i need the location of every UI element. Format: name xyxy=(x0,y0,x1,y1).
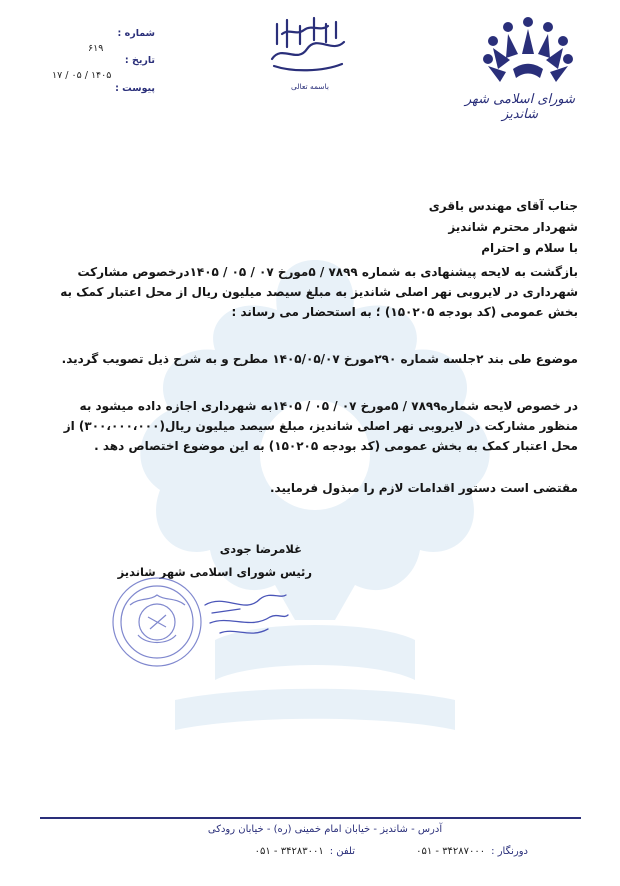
council-logo-text: شورای اسلامی شهر شاندیز xyxy=(464,92,576,122)
number-value: ۶۱۹ xyxy=(88,43,104,54)
footer-contacts xyxy=(60,846,590,862)
recipient-name: جناب آقای مهندس باقری xyxy=(428,199,578,213)
attachment-label: پیوست : xyxy=(115,83,155,94)
paragraph-closing xyxy=(44,478,578,498)
signatory-name: غلامرضا جودی xyxy=(219,542,302,556)
number-row xyxy=(60,28,155,43)
date-label: تاریخ : xyxy=(124,55,155,66)
fax-value: ۳۴۲۸۷۰۰۰ - ۰۵۱ xyxy=(416,846,486,857)
calligraphy-emblem-icon xyxy=(262,14,352,74)
handwritten-signature xyxy=(200,585,290,645)
date-value-row xyxy=(52,70,155,83)
official-stamp-icon xyxy=(110,575,205,670)
fax-label: دورنگار : xyxy=(491,846,528,857)
date-value: ۱۴۰۵ / ۰۵ / ۱۷ xyxy=(52,70,112,81)
fax-info xyxy=(416,846,528,857)
number-label: شماره : xyxy=(117,28,155,39)
letter-meta xyxy=(52,28,155,98)
paragraph-2: موضوع طی بند ۲جلسه شماره ۲۹۰مورخ ۱۴۰۵/۰۵/۰۷ مطرح و به شرح ذیل تصویب گردید. xyxy=(61,352,578,366)
paragraph-resolution xyxy=(44,396,578,456)
footer-address: آدرس - شاندیز - خیابان امام خمینی (ره) - خیابان رودکی xyxy=(207,824,443,835)
paragraph-3: در خصوص لایحه شماره۷۸۹۹ / ۵مورخ ۰۷ / ۰۵ / ۱۴۰۵به شهرداری اجازه داده میشود به منظور مشارکت در لایروبی نهر اصلی شاندیز، مبلغ سیصد میلیون ریال(۳۰۰،۰۰۰،۰۰۰) از محل اعتبار کمک به بخش عمومی (کد بودجه ۱۵۰۲۰۵) به این موضوع اختصاص دهد . xyxy=(63,399,578,453)
salutation xyxy=(48,199,578,262)
council-logo-icon xyxy=(478,14,578,94)
phone-label: تلفن : xyxy=(329,846,355,857)
paragraph-4: مقتضی است دستور اقدامات لازم را مبذول فرمایید. xyxy=(269,481,578,495)
signatory-title: رئیس شورای اسلامی شهر شاندیز xyxy=(117,565,312,579)
greeting: با سلام و احترام xyxy=(481,241,578,255)
paragraph-approval xyxy=(44,349,578,369)
recipient-title: شهردار محترم شاندیز xyxy=(448,220,578,234)
phone-value: ۳۴۲۸۳۰۰۱ - ۰۵۱ xyxy=(254,846,324,857)
footer-divider xyxy=(40,817,581,819)
basmala-text: باسمه تعالی xyxy=(291,82,329,91)
date-row xyxy=(60,55,155,70)
paragraph-1: بازگشت به لایحه پیشنهادی به شماره ۷۸۹۹ / ۵مورخ ۰۷ / ۰۵ / ۱۴۰۵درخصوص مشارکت شهرداری در لایروبی نهر اصلی شاندیز به مبلغ سیصد میلیون ریال از محل اعتبار کمک به بخش عمومی (کد بودجه ۱۵۰۲۰۵) ؛ به استحضار می رساند : xyxy=(60,265,578,319)
attachment-row xyxy=(60,83,155,98)
phone-info xyxy=(255,846,355,857)
paragraph-reference xyxy=(44,262,578,322)
